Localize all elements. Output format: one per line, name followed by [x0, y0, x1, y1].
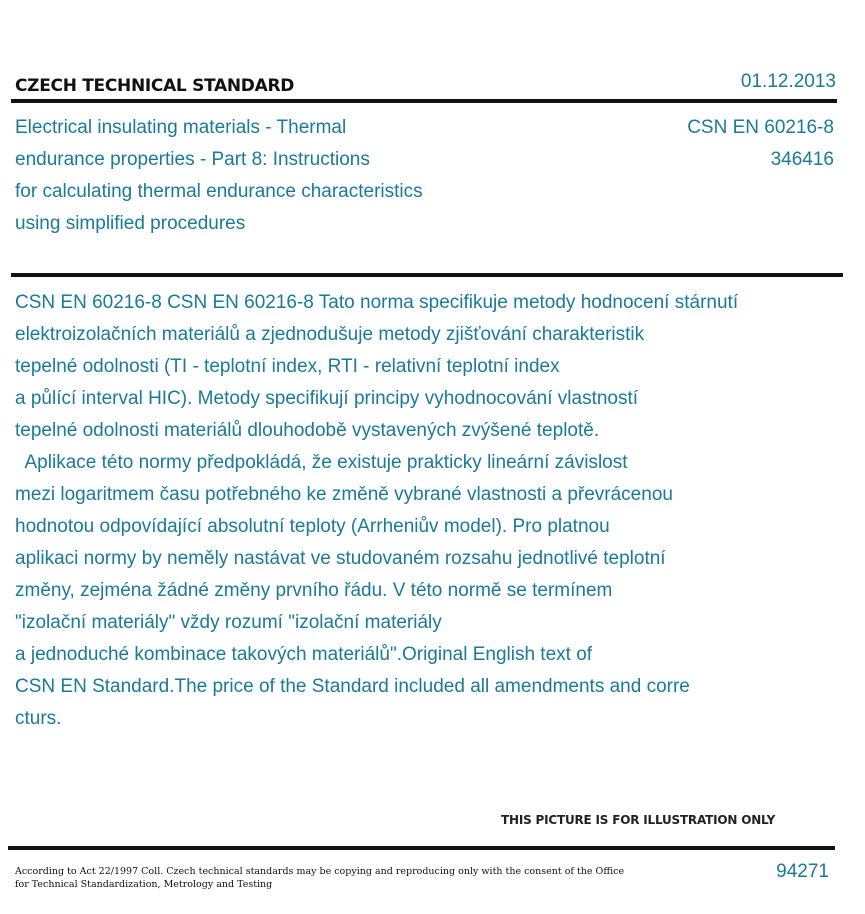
document-id: 94271	[776, 861, 829, 882]
abstract-line: změny, zejména žádné změny prvního řádu. V této normě se termínem	[15, 580, 613, 601]
abstract-line: elektroizolačních materiálů a zjednodušuje metody zjišťování charakteristik	[15, 324, 645, 345]
standard-title-line: Electrical insulating materials - Thermal	[15, 117, 347, 138]
publication-date: 01.12.2013	[740, 71, 836, 92]
legal-notice-line: According to Act 22/1997 Coll. Czech technical standards may be copying and reproducing only with the consent of the Office	[15, 866, 625, 877]
standard-code: CSN EN 60216-8	[687, 117, 834, 138]
abstract-line: CSN EN Standard.The price of the Standard included all amendments and corre	[15, 676, 690, 697]
header-divider	[11, 99, 837, 103]
standard-title-line: endurance properties - Part 8: Instructions	[15, 149, 370, 170]
abstract-line: "izolační materiály" vždy rozumí "izolační materiály	[15, 612, 442, 633]
abstract-line: CSN EN 60216-8 CSN EN 60216-8 Tato norma specifikuje metody hodnocení stárnutí	[15, 292, 739, 313]
abstract-line: tepelné odolnosti materiálů dlouhodobě vystavených zvýšené teplotě.	[15, 420, 600, 441]
standard-abstract	[15, 287, 738, 735]
abstract-line: cturs.	[15, 708, 62, 729]
document-header-title: CZECH TECHNICAL STANDARD	[15, 76, 295, 96]
legal-notice-line: for Technical Standardization, Metrology and Testing	[15, 879, 273, 890]
legal-notice	[15, 865, 624, 891]
abstract-line: Aplikace této normy předpokládá, že existuje prakticky lineární závislost	[15, 452, 628, 473]
abstract-line: aplikaci normy by neměly nastávat ve studovaném rozsahu jednotlivé teplotní	[15, 548, 666, 569]
standard-number: 346416	[770, 149, 834, 170]
abstract-line: a půlící interval HIC). Metody specifikují principy vyhodnocování vlastností	[15, 388, 639, 409]
abstract-line: a jednoduché kombinace takových materiálů".Original English text of	[15, 644, 593, 665]
illustration-note: THIS PICTURE IS FOR ILLUSTRATION ONLY	[501, 813, 776, 827]
title-divider	[11, 273, 843, 277]
standard-title	[15, 112, 423, 240]
standard-title-line: for calculating thermal endurance characteristics	[15, 181, 423, 202]
abstract-line: hodnotou odpovídající absolutní teploty (Arrheniův model). Pro platnou	[15, 516, 610, 537]
standard-title-line: using simplified procedures	[15, 213, 246, 234]
standard-identifiers	[687, 112, 834, 176]
abstract-line: tepelné odolnosti (TI - teplotní index, RTI - relativní teplotní index	[15, 356, 560, 377]
abstract-line: mezi logaritmem času potřebného ke změně vybrané vlastnosti a převrácenou	[15, 484, 673, 505]
footer-divider	[8, 846, 835, 850]
